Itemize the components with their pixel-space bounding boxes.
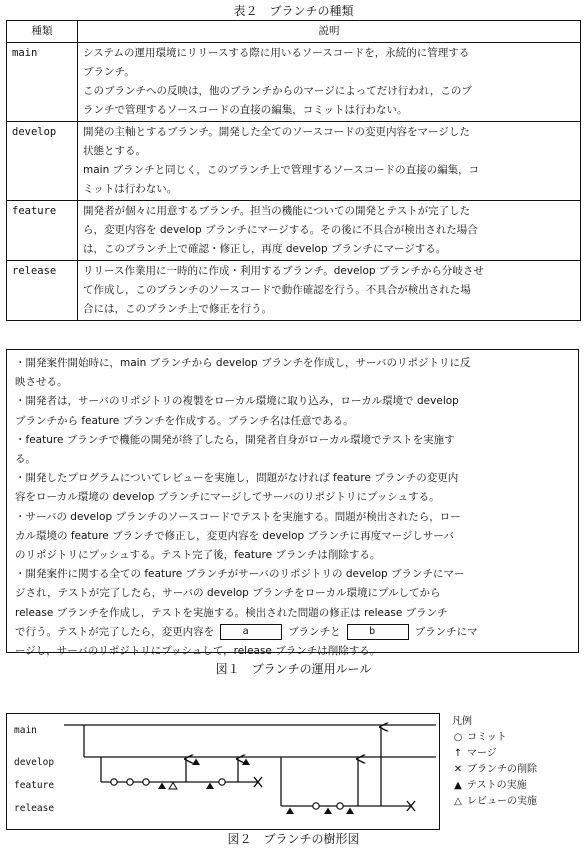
description-line: 状態とする。: [83, 145, 146, 157]
rule-line: release ブランチを作成し，テストを実施する。検出された問題の修正は release ブランチ: [15, 606, 448, 619]
commit-icon: [313, 803, 319, 809]
x-icon: ✕: [453, 764, 463, 775]
blank-b: b: [347, 624, 409, 640]
rule-last-post: ブランチにマ: [414, 625, 478, 638]
label-develop: develop: [14, 757, 55, 768]
legend-title: 凡例: [452, 716, 472, 727]
description-line: 開発者が個々に用意するブランチ。担当の機能についての開発とテストが完了した: [83, 205, 471, 217]
test-triangle-icon: [158, 783, 166, 790]
table-row: [7, 43, 581, 122]
description-line: 合には，このブランチ上で修正を行う。: [83, 303, 272, 315]
rule-line: 映させる。: [15, 376, 68, 389]
description-line: ブランチ。: [83, 66, 135, 78]
rule-line: ・開発したプログラムについてレビューを実施し，問題がなければ feature ブランチの変更内: [15, 472, 459, 485]
legend-item: [452, 794, 537, 810]
description-line: リリース作業用に一時的に作成・利用するブランチ。develop ブランチから分岐させ: [83, 265, 484, 277]
description-line: 開発の主軸とするブランチ。開発した全てのソースコードの変更内容をマージした: [83, 126, 470, 138]
commit-icon: [143, 779, 149, 785]
legend-label: テストの実施: [467, 780, 527, 791]
rule-line: カル環境の feature ブランチで修正し，変更内容を develop ブランチに再度マージしサーバ: [15, 529, 454, 542]
branch-description-cell: [78, 122, 581, 201]
description-line: ランチで管理するソースコードの直接の編集，コミットは行わない。: [83, 104, 408, 116]
rule-item: [15, 565, 570, 623]
rule-line: ジされ，テストが完了したら，サーバの develop ブランチをローカル環境にプルしてから: [15, 587, 441, 600]
blank-a: a: [220, 624, 282, 640]
rule-line: ・開発者は，サーバのリポジトリの複製をローカル環境に取り込み，ローカル環境で develop: [15, 395, 459, 408]
rule-last-line-2: ージし，サーバのリポジトリにプッシュして，release ブランチは削除する。: [15, 645, 381, 658]
outline-triangle-icon: △: [454, 796, 462, 807]
header-description: 説明: [78, 21, 581, 43]
test-triangle-icon: [286, 808, 294, 815]
test-triangle-icon: [192, 759, 200, 766]
branch-type-cell: feature: [7, 201, 78, 261]
rule-last-pre: で行う。テストが完了したら，変更内容を: [15, 625, 215, 638]
arrow-up-icon: ↑: [453, 748, 463, 759]
rule-item: [15, 392, 570, 430]
legend-item: [452, 778, 537, 794]
legend-item: [452, 762, 537, 778]
label-feature: feature: [14, 780, 55, 791]
filled-triangle-icon: ▲: [454, 780, 462, 791]
test-triangle-icon: [242, 759, 250, 766]
rule-line: ・開発案件に関する全ての feature ブランチがサーバのリポジトリの develop ブランチにマー: [15, 568, 465, 581]
table-row: [7, 261, 581, 321]
header-type: 種類: [7, 21, 78, 43]
table-row: [7, 122, 581, 201]
description-line: ら，変更内容を develop ブランチにマージする。その後に不具合が検出された場合: [83, 224, 478, 236]
legend-item: [452, 746, 537, 762]
review-triangle-icon: [169, 783, 177, 790]
legend-label: コミット: [467, 732, 507, 743]
legend-items: [452, 730, 537, 810]
test-triangle-icon: [206, 783, 214, 790]
description-line: て作成し，このブランチのソースコードで動作確認を行う。不具合が検出された場: [83, 284, 471, 296]
fig1-caption: 図１ ブランチの運用ルール: [215, 662, 372, 676]
commit-icon: [127, 779, 133, 785]
operation-rules-box: [6, 349, 579, 658]
rule-line: 容をローカル環境の develop ブランチにマージしてサーバのリポジトリにプッシュする。: [15, 491, 440, 504]
branch-type-cell: develop: [7, 122, 78, 201]
branch-type-cell: main: [7, 43, 78, 122]
rule-line: ・feature ブランチで機能の開発が終了したら，開発者自身がローカル環境でテストを実施す: [15, 433, 455, 446]
branch-tree-diagram: [6, 713, 440, 830]
table-caption: 表２ ブランチの種類: [233, 4, 354, 18]
commit-icon: [337, 803, 343, 809]
rule-line: のリポジトリにプッシュする。テスト完了後，feature ブランチは削除する。: [15, 549, 381, 562]
rule-item: [15, 431, 570, 469]
table-body: [7, 43, 581, 321]
fig2-caption: 図２ ブランチの樹形図: [227, 832, 360, 846]
legend-label: マージ: [467, 748, 497, 759]
rule-item: [15, 354, 570, 392]
legend-item: [452, 730, 537, 746]
rule-last-mid: ブランチと: [288, 625, 341, 638]
rule-item: [15, 469, 570, 507]
commit-icon: [219, 779, 225, 785]
test-triangle-icon: [346, 808, 354, 815]
description-line: は，このブランチ上で確認・修正し，再度 develop ブランチにマージする。: [83, 243, 447, 255]
circle-icon: ○: [453, 732, 463, 743]
test-triangle-icon: [324, 808, 332, 815]
rule-line: ・開発案件開始時に，main ブランチから develop ブランチを作成し，サーバのリポジトリに反: [15, 357, 471, 369]
rule-item: [15, 508, 570, 566]
rule-last-line-1: [15, 623, 570, 642]
legend-label: レビューの実施: [467, 796, 537, 807]
rule-line: る。: [15, 453, 36, 466]
branch-description-cell: [78, 261, 581, 321]
branch-description-cell: [78, 201, 581, 261]
branch-description-cell: [78, 43, 581, 122]
table-header-row: [7, 21, 581, 43]
description-line: システムの運用環境にリリースする際に用いるソースコードを，永続的に管理する: [83, 47, 470, 59]
legend-label: ブランチの削除: [467, 764, 537, 775]
table-row: [7, 201, 581, 261]
legend: [452, 714, 537, 810]
rule-line: ブランチから feature ブランチを作成する。ブランチ名は任意である。: [15, 414, 354, 427]
label-release: release: [14, 803, 55, 814]
rule-line: ・サーバの develop ブランチのソースコードでテストを実施する。問題が検出されたら，ロー: [15, 510, 461, 523]
description-line: main ブランチと同じく，このブランチ上で管理するソースコードの直接の編集，コ: [83, 164, 480, 176]
branch-type-cell: release: [7, 261, 78, 321]
commit-icon: [111, 779, 117, 785]
branch-types-table: [6, 20, 581, 321]
description-line: このブランチへの反映は，他のブランチからのマージによってだけ行われ，このブ: [83, 85, 472, 97]
rule-last: [15, 623, 570, 661]
description-line: ミットは行わない。: [83, 183, 178, 195]
rules-list: [15, 354, 570, 623]
label-main: main: [14, 725, 37, 736]
